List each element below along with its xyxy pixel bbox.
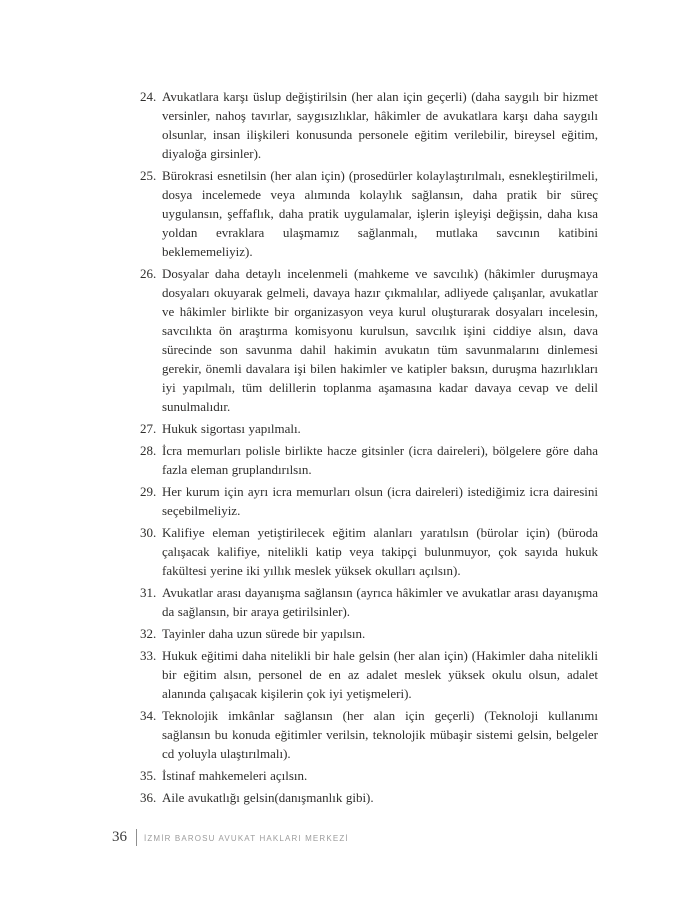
item-number: 32. bbox=[140, 626, 157, 641]
item-text: Avukatlara karşı üslup değiştirilsin (her alan için geçerli) (daha saygılı bir hizmet versinler, nahoş tavırlar, saygısızlıklar, hâkimler de avukatlara karşı daha saygılı olsunlar, insan ilişkileri konusunda personele eğitim verilebilir, bireysel eğitim, diyaloğa girsinler). bbox=[162, 89, 598, 161]
item-number: 28. bbox=[140, 443, 157, 458]
item-text: Dosyalar daha detaylı incelenmeli (mahkeme ve savcılık) (hâkimler duruşmaya dosyaları okuyarak gelmeli, davaya hazır çıkmalılar, adliyede çalışanlar, avukatlar ve hâkimler birlikte bir organizasyon veya kurul oluşturarak dosyaları incelesin, savcılıkta ön araştırma komisyonu kurulsun, savcılık işini ciddiye alsın, dava sürecinde son savunma dahil hakimin avukatın tüm savunmalarını dinlemesi gerekir, önemli davalara işi bilen hakimler ve katipler baksın, duruşma hazırlıkları iyi yapılmalı, tüm delillerin toplanma aşamasına kadar davaya cevap ve delil sunulmalıdır. bbox=[162, 266, 598, 414]
item-number: 33. bbox=[140, 648, 157, 663]
item-text: Hukuk eğitimi daha nitelikli bir hale gelsin (her alan için) (Hakimler daha nitelikli bir eğitim alsın, personel de en az adalet meslek yüksek okulu olsun, adalet alanında çalışacak kişilerin çok iyi yetişmeleri). bbox=[162, 648, 598, 701]
item-number: 34. bbox=[140, 708, 157, 723]
list-item bbox=[140, 441, 598, 479]
item-text: Her kurum için ayrı icra memurları olsun (icra daireleri) istediğimiz icra dairesini seçebilmeliyiz. bbox=[162, 484, 598, 518]
list-item bbox=[140, 264, 598, 416]
item-text: Kalifiye eleman yetiştirilecek eğitim alanları yaratılsın (bürolar için) (büroda çalışacak kalifiye, nitelikli katip veya takipçi bulunmuyor, çok sayıda hukuk fakültesi yerine iki yıllık meslek yüksek okulları açılsın). bbox=[162, 525, 598, 578]
numbered-list bbox=[140, 87, 598, 810]
list-item bbox=[140, 419, 598, 438]
list-item bbox=[140, 788, 598, 807]
item-text: İcra memurları polisle birlikte hacze gitsinler (icra daireleri), bölgelere göre daha fazla eleman gruplandırılsın. bbox=[162, 443, 598, 477]
item-number: 35. bbox=[140, 768, 157, 783]
list-item bbox=[140, 583, 598, 621]
item-number: 27. bbox=[140, 421, 157, 436]
list-item bbox=[140, 523, 598, 580]
list-item bbox=[140, 166, 598, 261]
item-number: 26. bbox=[140, 266, 157, 281]
list-item bbox=[140, 624, 598, 643]
list-item bbox=[140, 646, 598, 703]
item-number: 30. bbox=[140, 525, 157, 540]
item-number: 36. bbox=[140, 790, 157, 805]
item-number: 29. bbox=[140, 484, 157, 499]
page-number: 36 bbox=[112, 828, 127, 845]
item-text: Aile avukatlığı gelsin(danışmanlık gibi). bbox=[162, 790, 374, 805]
item-number: 25. bbox=[140, 168, 157, 183]
item-number: 24. bbox=[140, 89, 157, 104]
running-title: İZMİR BAROSU AVUKAT HAKLARI MERKEZİ bbox=[144, 833, 349, 843]
item-text: İstinaf mahkemeleri açılsın. bbox=[162, 768, 308, 783]
list-item bbox=[140, 482, 598, 520]
list-item bbox=[140, 706, 598, 763]
list-item bbox=[140, 87, 598, 163]
item-text: Teknolojik imkânlar sağlansın (her alan için geçerli) (Teknoloji kullanımı sağlansın bu konuda eğitimler verilsin, teknolojik mübaşir sistemi gelsin, belgeler cd yoluyla ulaştırılmalı). bbox=[162, 708, 598, 761]
list-item bbox=[140, 766, 598, 785]
item-text: Hukuk sigortası yapılmalı. bbox=[162, 421, 301, 436]
page-footer bbox=[112, 827, 349, 847]
item-text: Avukatlar arası dayanışma sağlansın (ayrıca hâkimler ve avukatlar arası dayanışma da sağlansın, bir araya getirilsinler). bbox=[162, 585, 598, 619]
item-text: Tayinler daha uzun sürede bir yapılsın. bbox=[162, 626, 366, 641]
item-text: Bürokrasi esnetilsin (her alan için) (prosedürler kolaylaştırılmalı, esnekleştirilmeli, dosya incelemede veya alımında kolaylık sağlansın, daha pratik bir süreç uygulansın, şeffaflık, daha pratik uygulamalar, işlerin işleyişi değişsin, daha kısa yoldan evraklara ulaşmamız sağlanmalı, mutlaka savcının katibini beklememeliyiz). bbox=[162, 168, 598, 259]
item-number: 31. bbox=[140, 585, 157, 600]
footer-divider bbox=[136, 829, 137, 846]
